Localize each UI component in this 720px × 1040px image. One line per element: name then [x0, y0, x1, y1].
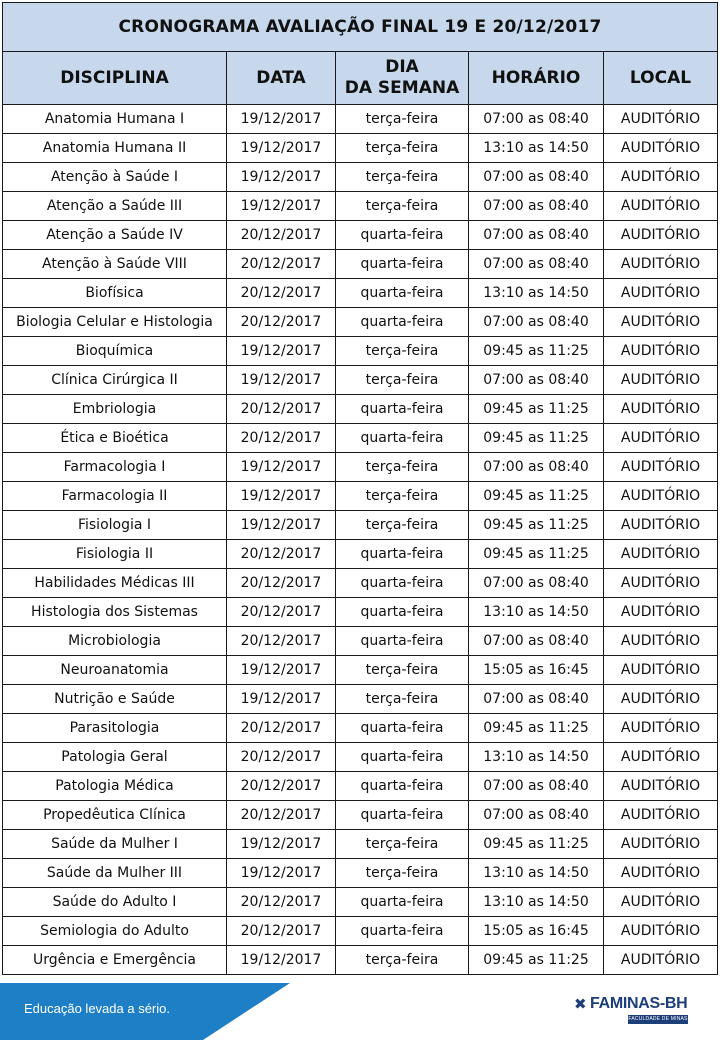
cell-dia-semana: terça-feira [336, 134, 469, 163]
cell-local: AUDITÓRIO [604, 801, 718, 830]
cell-data: 19/12/2017 [227, 511, 336, 540]
cell-disciplina: Fisiologia I [3, 511, 227, 540]
cell-disciplina: Atenção à Saúde I [3, 163, 227, 192]
cell-horario: 07:00 as 08:40 [469, 801, 604, 830]
cell-horario: 13:10 as 14:50 [469, 598, 604, 627]
cell-disciplina: Patologia Médica [3, 772, 227, 801]
cell-dia-semana: terça-feira [336, 453, 469, 482]
table-row [3, 163, 718, 192]
cell-local: AUDITÓRIO [604, 917, 718, 946]
table-row [3, 801, 718, 830]
cell-dia-semana: quarta-feira [336, 801, 469, 830]
column-header-row [3, 52, 718, 105]
cell-data: 20/12/2017 [227, 250, 336, 279]
cell-dia-semana: quarta-feira [336, 279, 469, 308]
table-row [3, 453, 718, 482]
col-header-local: LOCAL [604, 52, 718, 105]
table-row [3, 685, 718, 714]
schedule-sheet [2, 2, 717, 975]
cell-dia-semana: quarta-feira [336, 395, 469, 424]
cell-horario: 07:00 as 08:40 [469, 569, 604, 598]
cell-dia-semana: terça-feira [336, 511, 469, 540]
cell-horario: 09:45 as 11:25 [469, 830, 604, 859]
cell-dia-semana: quarta-feira [336, 250, 469, 279]
table-row [3, 250, 718, 279]
cell-horario: 07:00 as 08:40 [469, 685, 604, 714]
cell-horario: 07:00 as 08:40 [469, 163, 604, 192]
cell-disciplina: Fisiologia II [3, 540, 227, 569]
col-header-dia-line2: DA SEMANA [344, 78, 460, 98]
cell-data: 20/12/2017 [227, 308, 336, 337]
cell-horario: 07:00 as 08:40 [469, 105, 604, 134]
cell-local: AUDITÓRIO [604, 424, 718, 453]
cell-disciplina: Nutrição e Saúde [3, 685, 227, 714]
cell-disciplina: Embriologia [3, 395, 227, 424]
cell-disciplina: Patologia Geral [3, 743, 227, 772]
footer-slogan: Educação levada a sério. [24, 1001, 170, 1016]
cell-data: 20/12/2017 [227, 888, 336, 917]
cell-local: AUDITÓRIO [604, 134, 718, 163]
cell-horario: 13:10 as 14:50 [469, 859, 604, 888]
cell-dia-semana: quarta-feira [336, 424, 469, 453]
table-row [3, 221, 718, 250]
col-header-disciplina: DISCIPLINA [3, 52, 227, 105]
cell-dia-semana: terça-feira [336, 685, 469, 714]
cell-data: 20/12/2017 [227, 598, 336, 627]
cell-data: 20/12/2017 [227, 743, 336, 772]
cell-dia-semana: terça-feira [336, 192, 469, 221]
cell-data: 20/12/2017 [227, 279, 336, 308]
cell-data: 20/12/2017 [227, 540, 336, 569]
cell-local: AUDITÓRIO [604, 830, 718, 859]
cell-horario: 13:10 as 14:50 [469, 279, 604, 308]
cell-dia-semana: terça-feira [336, 163, 469, 192]
cell-local: AUDITÓRIO [604, 221, 718, 250]
cell-data: 20/12/2017 [227, 221, 336, 250]
table-row [3, 743, 718, 772]
cell-data: 19/12/2017 [227, 337, 336, 366]
cell-disciplina: Saúde da Mulher III [3, 859, 227, 888]
cell-data: 19/12/2017 [227, 453, 336, 482]
cell-disciplina: Microbiologia [3, 627, 227, 656]
cell-data: 19/12/2017 [227, 482, 336, 511]
cell-local: AUDITÓRIO [604, 453, 718, 482]
cell-horario: 13:10 as 14:50 [469, 134, 604, 163]
cell-local: AUDITÓRIO [604, 540, 718, 569]
footer [0, 983, 720, 1040]
cell-data: 19/12/2017 [227, 656, 336, 685]
cell-disciplina: Histologia dos Sistemas [3, 598, 227, 627]
cell-disciplina: Saúde do Adulto I [3, 888, 227, 917]
cell-data: 20/12/2017 [227, 627, 336, 656]
logo-x-icon: ✖ [574, 995, 587, 1013]
cell-local: AUDITÓRIO [604, 569, 718, 598]
cell-local: AUDITÓRIO [604, 511, 718, 540]
cell-data: 19/12/2017 [227, 859, 336, 888]
table-row [3, 424, 718, 453]
logo-name: FAMINAS-BH [590, 995, 688, 1012]
cell-horario: 07:00 as 08:40 [469, 221, 604, 250]
table-row [3, 395, 718, 424]
table-title: CRONOGRAMA AVALIAÇÃO FINAL 19 E 20/12/2017 [3, 3, 718, 52]
cell-local: AUDITÓRIO [604, 279, 718, 308]
table-row [3, 569, 718, 598]
table-row [3, 772, 718, 801]
cell-disciplina: Parasitologia [3, 714, 227, 743]
cell-horario: 07:00 as 08:40 [469, 627, 604, 656]
table-row [3, 627, 718, 656]
cell-local: AUDITÓRIO [604, 859, 718, 888]
table-row [3, 859, 718, 888]
cell-local: AUDITÓRIO [604, 163, 718, 192]
cell-local: AUDITÓRIO [604, 772, 718, 801]
cell-local: AUDITÓRIO [604, 366, 718, 395]
cell-local: AUDITÓRIO [604, 946, 718, 975]
table-row [3, 540, 718, 569]
cell-data: 20/12/2017 [227, 714, 336, 743]
cell-dia-semana: quarta-feira [336, 598, 469, 627]
cell-horario: 09:45 as 11:25 [469, 946, 604, 975]
cell-data: 20/12/2017 [227, 917, 336, 946]
cell-local: AUDITÓRIO [604, 685, 718, 714]
cell-local: AUDITÓRIO [604, 337, 718, 366]
table-row [3, 105, 718, 134]
cell-local: AUDITÓRIO [604, 627, 718, 656]
table-row [3, 888, 718, 917]
cell-data: 20/12/2017 [227, 569, 336, 598]
cell-data: 20/12/2017 [227, 395, 336, 424]
cell-horario: 09:45 as 11:25 [469, 511, 604, 540]
col-header-horario: HORÁRIO [469, 52, 604, 105]
table-row [3, 830, 718, 859]
cell-data: 20/12/2017 [227, 772, 336, 801]
col-header-data: DATA [227, 52, 336, 105]
cell-horario: 07:00 as 08:40 [469, 308, 604, 337]
cell-disciplina: Anatomia Humana II [3, 134, 227, 163]
table-row [3, 656, 718, 685]
table-row [3, 279, 718, 308]
table-row [3, 598, 718, 627]
cell-disciplina: Semiologia do Adulto [3, 917, 227, 946]
cell-local: AUDITÓRIO [604, 714, 718, 743]
cell-dia-semana: terça-feira [336, 482, 469, 511]
cell-local: AUDITÓRIO [604, 395, 718, 424]
cell-dia-semana: quarta-feira [336, 917, 469, 946]
cell-disciplina: Bioquímica [3, 337, 227, 366]
cell-dia-semana: quarta-feira [336, 540, 469, 569]
table-row [3, 946, 718, 975]
cell-data: 19/12/2017 [227, 830, 336, 859]
cell-data: 20/12/2017 [227, 424, 336, 453]
cell-dia-semana: terça-feira [336, 337, 469, 366]
cell-horario: 07:00 as 08:40 [469, 366, 604, 395]
table-row [3, 511, 718, 540]
cell-dia-semana: terça-feira [336, 105, 469, 134]
cell-horario: 09:45 as 11:25 [469, 337, 604, 366]
cell-dia-semana: terça-feira [336, 830, 469, 859]
col-header-dia-semana [336, 52, 469, 105]
cell-dia-semana: quarta-feira [336, 714, 469, 743]
cell-horario: 09:45 as 11:25 [469, 395, 604, 424]
table-row [3, 917, 718, 946]
cell-data: 19/12/2017 [227, 366, 336, 395]
cell-horario: 07:00 as 08:40 [469, 772, 604, 801]
cell-data: 19/12/2017 [227, 192, 336, 221]
cell-local: AUDITÓRIO [604, 888, 718, 917]
cell-disciplina: Urgência e Emergência [3, 946, 227, 975]
cell-dia-semana: quarta-feira [336, 569, 469, 598]
table-row [3, 308, 718, 337]
cell-local: AUDITÓRIO [604, 482, 718, 511]
cell-dia-semana: quarta-feira [336, 772, 469, 801]
cell-horario: 13:10 as 14:50 [469, 743, 604, 772]
cell-dia-semana: quarta-feira [336, 308, 469, 337]
cell-disciplina: Neuroanatomia [3, 656, 227, 685]
cell-dia-semana: quarta-feira [336, 888, 469, 917]
cell-data: 19/12/2017 [227, 163, 336, 192]
cell-horario: 09:45 as 11:25 [469, 424, 604, 453]
cell-data: 20/12/2017 [227, 801, 336, 830]
cell-dia-semana: quarta-feira [336, 743, 469, 772]
logo-subtitle: FACULDADE DE MINAS [628, 1016, 688, 1022]
cell-data: 19/12/2017 [227, 685, 336, 714]
cell-horario: 09:45 as 11:25 [469, 540, 604, 569]
cell-disciplina: Atenção a Saúde IV [3, 221, 227, 250]
cell-disciplina: Anatomia Humana I [3, 105, 227, 134]
cell-disciplina: Farmacologia II [3, 482, 227, 511]
cell-dia-semana: terça-feira [336, 859, 469, 888]
faminas-logo [574, 995, 692, 1029]
schedule-table [2, 2, 718, 975]
cell-dia-semana: terça-feira [336, 366, 469, 395]
cell-local: AUDITÓRIO [604, 105, 718, 134]
cell-horario: 09:45 as 11:25 [469, 482, 604, 511]
table-row [3, 134, 718, 163]
cell-local: AUDITÓRIO [604, 250, 718, 279]
table-row [3, 366, 718, 395]
cell-disciplina: Ética e Bioética [3, 424, 227, 453]
cell-local: AUDITÓRIO [604, 308, 718, 337]
cell-horario: 07:00 as 08:40 [469, 192, 604, 221]
title-row [3, 3, 718, 52]
cell-dia-semana: quarta-feira [336, 627, 469, 656]
cell-data: 19/12/2017 [227, 134, 336, 163]
cell-local: AUDITÓRIO [604, 656, 718, 685]
cell-horario: 13:10 as 14:50 [469, 888, 604, 917]
col-header-dia-line1: DIA [385, 57, 419, 77]
cell-data: 19/12/2017 [227, 946, 336, 975]
table-row [3, 192, 718, 221]
cell-local: AUDITÓRIO [604, 598, 718, 627]
cell-data: 19/12/2017 [227, 105, 336, 134]
cell-horario: 07:00 as 08:40 [469, 250, 604, 279]
table-row [3, 714, 718, 743]
table-row [3, 337, 718, 366]
cell-horario: 15:05 as 16:45 [469, 917, 604, 946]
cell-local: AUDITÓRIO [604, 192, 718, 221]
cell-disciplina: Farmacologia I [3, 453, 227, 482]
cell-disciplina: Biologia Celular e Histologia [3, 308, 227, 337]
cell-dia-semana: terça-feira [336, 946, 469, 975]
cell-dia-semana: terça-feira [336, 656, 469, 685]
cell-disciplina: Clínica Cirúrgica II [3, 366, 227, 395]
cell-horario: 15:05 as 16:45 [469, 656, 604, 685]
cell-disciplina: Saúde da Mulher I [3, 830, 227, 859]
cell-horario: 09:45 as 11:25 [469, 714, 604, 743]
cell-dia-semana: quarta-feira [336, 221, 469, 250]
cell-local: AUDITÓRIO [604, 743, 718, 772]
cell-disciplina: Propedêutica Clínica [3, 801, 227, 830]
cell-disciplina: Biofísica [3, 279, 227, 308]
cell-horario: 07:00 as 08:40 [469, 453, 604, 482]
cell-disciplina: Atenção à Saúde VIII [3, 250, 227, 279]
table-row [3, 482, 718, 511]
cell-disciplina: Habilidades Médicas III [3, 569, 227, 598]
cell-disciplina: Atenção a Saúde III [3, 192, 227, 221]
